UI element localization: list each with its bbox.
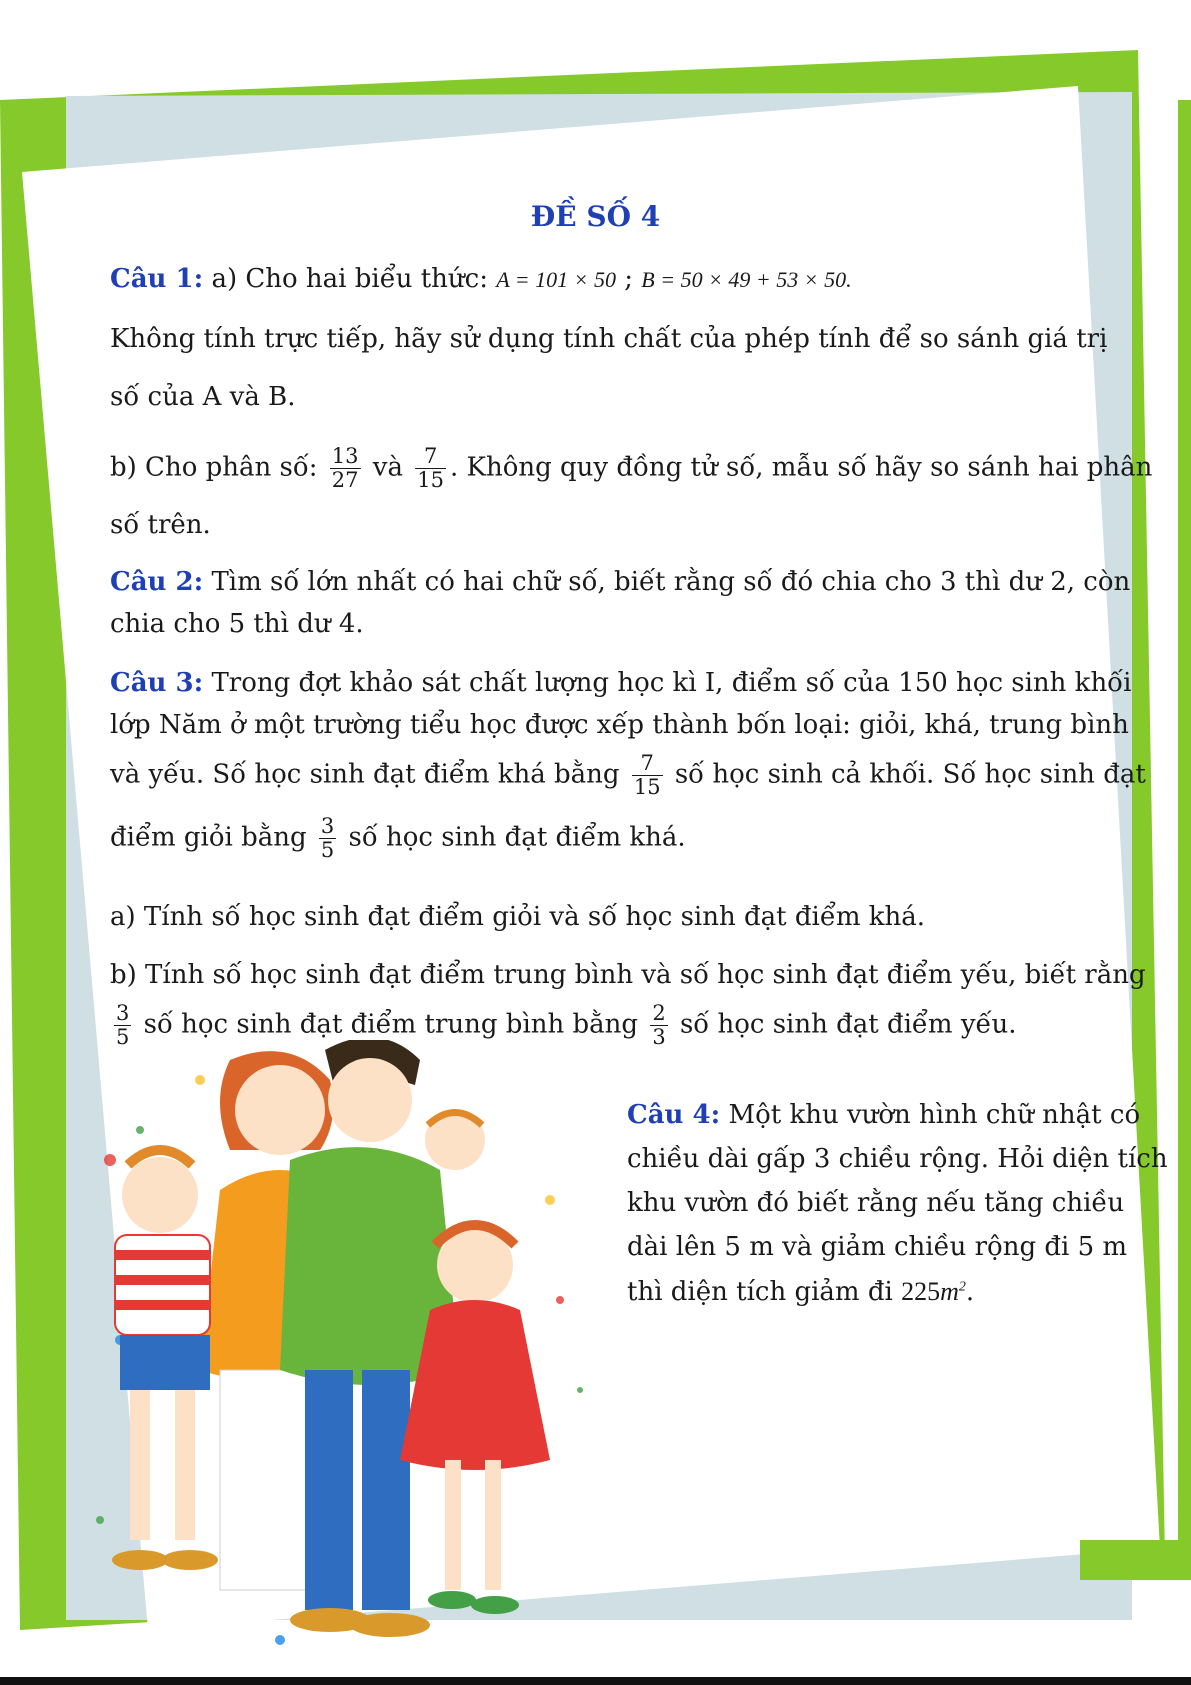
q1-label: Câu 1: [110, 264, 204, 294]
q3-line2: lớp Năm ở một trường tiểu học được xếp thành bốn loại: giỏi, khá, trung bình [110, 710, 1129, 740]
q3-text4a: điểm giỏi bằng [110, 822, 307, 853]
q1-expr-a: A = 101 × 50 [496, 267, 616, 292]
q3-line1 [110, 666, 1131, 701]
q3-text3a: và yếu. Số học sinh đạt điểm khá bằng [110, 759, 620, 790]
frac-den: 15 [633, 775, 661, 800]
q2-line2: chia cho 5 thì dư 4. [110, 609, 364, 639]
frac-den: 5 [116, 1025, 130, 1050]
q3-text4b: số học sinh đạt điểm khá. [348, 822, 686, 853]
q4-line1 [627, 1098, 1140, 1133]
area-unit: m [940, 1277, 959, 1306]
frac-num: 7 [632, 752, 663, 776]
q2-line1 [110, 565, 1130, 600]
q1-expr-b: B = 50 × 49 + 53 × 50. [641, 267, 852, 292]
q4-line5 [627, 1274, 974, 1310]
q4-line3: khu vườn đó biết rằng nếu tăng chiều [627, 1188, 1125, 1218]
q3-label: Câu 3: [110, 668, 204, 698]
q4-l1: Một khu vườn hình chữ nhật có [728, 1100, 1141, 1130]
q3-text3b: số học sinh cả khối. Số học sinh đạt [674, 759, 1146, 790]
area-value: 225 [901, 1277, 941, 1306]
baby-figure [425, 1110, 485, 1170]
frac-den: 5 [320, 838, 335, 863]
q3-b2b: số học sinh đạt điểm yếu. [679, 1009, 1017, 1040]
q4-line4: dài lên 5 m và giảm chiều rộng đi 5 m [627, 1232, 1128, 1262]
q1-line3: số của A và B. [110, 382, 296, 412]
q1-and: và [372, 452, 403, 483]
q4-label: Câu 4: [627, 1100, 721, 1130]
fraction-7-15 [632, 752, 663, 799]
page-title: ĐỀ SỐ 4 [530, 200, 661, 233]
q3-line4 [110, 815, 686, 862]
boy-figure [112, 1150, 218, 1570]
area-exponent: 2 [958, 1279, 966, 1295]
q1-b-rest: . Không quy đồng tử số, mẫu số hãy so sánh hai phân [450, 452, 1153, 483]
fraction-3-5 [319, 815, 336, 862]
family-illustration [80, 1040, 600, 1660]
q4-l5b: . [965, 1277, 975, 1307]
q2-label: Câu 2: [110, 567, 204, 597]
frac-num: 3 [116, 1001, 130, 1025]
fraction-7-15 [415, 445, 446, 492]
q2-text1: Tìm số lớn nhất có hai chữ số, biết rằng số đó chia cho 3 thì dư 2, còn [211, 567, 1131, 597]
q1-sep: ; [624, 264, 634, 294]
frac-den: 3 [652, 1025, 666, 1050]
frac-den: 27 [331, 468, 359, 493]
fraction-13-27 [330, 445, 361, 492]
frac-num: 3 [320, 814, 335, 838]
q3-line3 [110, 752, 1146, 799]
q3-text1: Trong đợt khảo sát chất lượng học kì I, điểm số của 150 học sinh khối [211, 668, 1132, 698]
area-expression [901, 1277, 966, 1306]
q4-l5a: thì diện tích giảm đi [627, 1277, 893, 1307]
q1-a-intro: a) Cho hai biểu thức: [211, 264, 488, 294]
q3-b1: b) Tính số học sinh đạt điểm trung bình và số học sinh đạt điểm yếu, biết rằng [110, 960, 1146, 990]
q1-b-line2: số trên. [110, 510, 211, 540]
fraction-2-3 [650, 1002, 667, 1049]
q1-b-line [110, 445, 1152, 492]
q4-line2: chiều dài gấp 3 chiều rộng. Hỏi diện tích [627, 1144, 1168, 1174]
q1-b-intro: b) Cho phân số: [110, 452, 318, 483]
frac-num: 13 [331, 444, 359, 468]
q3-a: a) Tính số học sinh đạt điểm giỏi và số học sinh đạt điểm khá. [110, 902, 926, 932]
bottom-edge [0, 1677, 1191, 1685]
frac-num: 7 [415, 445, 446, 469]
frac-num: 2 [652, 1001, 666, 1025]
frac-den: 15 [417, 468, 444, 493]
q1-line1 [110, 262, 852, 297]
q1-line2: Không tính trực tiếp, hãy sử dụng tính chất của phép tính để so sánh giá trị [110, 324, 1108, 354]
q3-b2a: số học sinh đạt điểm trung bình bằng [143, 1009, 639, 1040]
